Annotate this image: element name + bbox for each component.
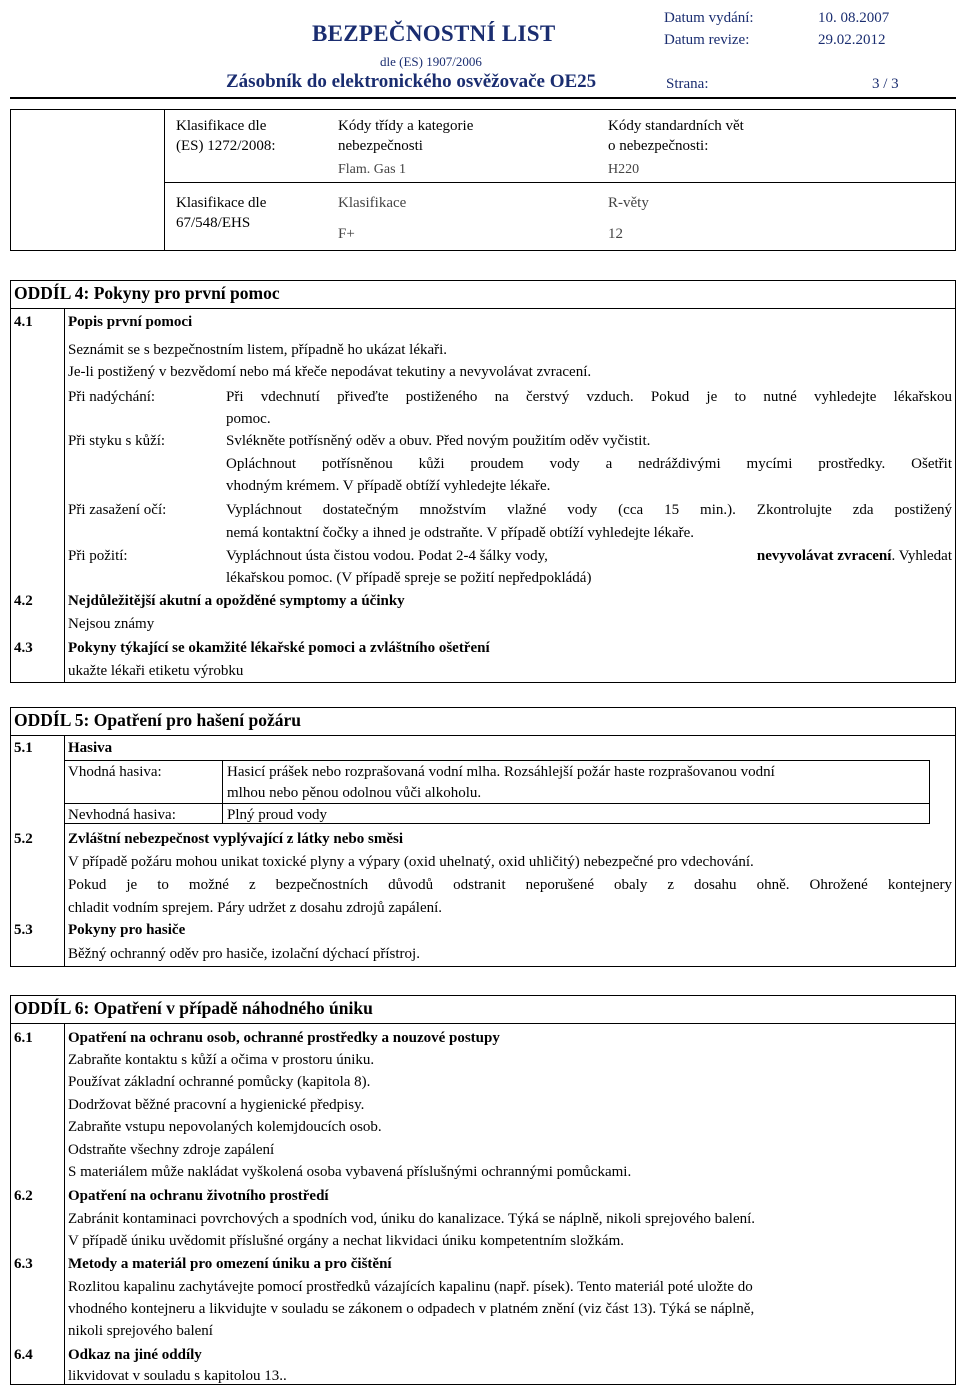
section-6-number-column [64,1023,65,1385]
classification-label-ehs: Klasifikace dle 67/548/EHS [176,195,267,231]
revision-date: 29.02.2012 [818,32,886,48]
section-5-2-text-2: Pokud je to možné z bezpečnostních důvodů odstranit neporušené obaly z dosahu ohně. Ohrožené kontejnery [68,877,952,893]
section-5-3-text: Běžný ochranný oděv pro hasiče, izolační dýchací přístroj. [68,946,420,962]
section-5-2-title: Zvláštní nebezpečnost vyplývající z látky nebo směsi [68,831,404,847]
section-4-1-number: 4.1 [14,314,33,330]
skin-contact-label: Při styku s kůží: [68,433,166,449]
unsuitable-media-label: Nevhodná hasiva: [68,807,176,823]
section-6-1-text-2: Používat základní ochranné pomůcky (kapitola 8). [68,1074,371,1090]
section-6-2-title: Opatření na ochranu životního prostředí [68,1188,329,1204]
classification-table-border [10,109,956,251]
table-row-separator [164,182,956,183]
skin-contact-text-3: vhodným krémem. V případě obtíží vyhledejte lékaře. [226,478,551,494]
extinguishing-col-separator [222,760,223,824]
section-6-3-text-3: nikoli sprejového balení [68,1323,213,1339]
section-6-1-text-5: Odstraňte všechny zdroje zapálení [68,1142,275,1158]
section-6-4-number: 6.4 [14,1347,33,1363]
document-title: BEZPEČNOSTNÍ LIST [312,21,556,46]
revision-date-label: Datum revize: [664,32,750,48]
section-4-2-number: 4.2 [14,593,33,609]
r-phrases-value: 12 [608,226,623,242]
section-6-4-title: Odkaz na jiné oddíly [68,1347,202,1363]
unsuitable-media-value: Plný proud vody [227,807,328,823]
section-4-title: ODDÍL 4: Pokyny pro první pomoc [14,283,280,303]
eye-contact-label: Při zasažení očí: [68,502,167,518]
ingestion-text-1: Vypláchnout ústa čistou vodou. Podat 2-4 šálky vody, nevyvolávat zvracení. Vyhledat [226,548,952,564]
table-col-separator [164,109,165,251]
section-5-2-number: 5.2 [14,831,33,847]
classification-value: F+ [338,226,355,242]
skin-contact-text-1: Svlékněte potřísněný oděv a obuv. Před novým použitím oděv vyčistit. [226,433,651,449]
suitable-media-text-1: Hasicí prášek nebo rozprašovaná vodní mlha. Rozsáhlejší požár haste rozprašovanou vodní [227,764,775,780]
page-label: Strana: [666,76,709,92]
product-name: Zásobník do elektronického osvěžovače OE25 [226,71,597,92]
section-6-1-text-6: S materiálem může nakládat vyškolená osoba vybavená příslušnými ochrannými pomůckami. [68,1164,632,1180]
section-6-1-number: 6.1 [14,1030,33,1046]
hazard-class-header: Kódy třídy a kategorie nebezpečnosti [338,118,474,154]
classification-label-es: Klasifikace dle (ES) 1272/2008: [176,118,276,154]
hazard-class-value: Flam. Gas 1 [338,162,407,177]
section-6-3-title: Metody a materiál pro omezení úniku a pro čištění [68,1256,392,1272]
ingestion-label: Při požití: [68,548,128,564]
eye-contact-text-1: Vypláchnout dostatečným množstvím vlažné vody (cca 15 min.). Zkontrolujte zda postižený [226,502,952,518]
section-5-1-number: 5.1 [14,740,33,756]
section-5-3-title: Pokyny pro hasiče [68,922,186,938]
section-6-title-underline [10,1023,956,1024]
section-6-title: ODDÍL 6: Opatření v případě náhodného úniku [14,998,373,1018]
section-5-2-text-1: V případě požáru mohou unikat toxické plyny a výpary (oxid uhelnatý, oxid uhličitý) nebezpečné pro vdechování. [68,854,754,870]
issue-date: 10. 08.2007 [818,10,890,26]
section-4-3-title: Pokyny týkající se okamžité lékařské pomoci a zvláštního ošetření [68,640,490,656]
section-4-1-title: Popis první pomoci [68,314,193,330]
section-6-3-number: 6.3 [14,1256,33,1272]
extinguishing-row-separator [64,803,930,804]
header-divider [10,97,956,99]
section-6-3-text-2: vhodného kontejneru a likvidujte v souladu se zákonem o odpadech v platném znění (viz část 13). Týká se náplně, [68,1301,755,1317]
section-6-2-number: 6.2 [14,1188,33,1204]
section-5-1-title: Hasiva [68,740,113,756]
section-4-title-underline [10,308,956,309]
regulation-reference: dle (ES) 1907/2006 [380,54,482,69]
section-4-number-column [64,308,65,683]
section-5-title-underline [10,735,956,736]
issue-date-label: Datum vydání: [664,10,754,26]
ingestion-text-2: lékařskou pomoc. (V případě spreje se požití nepředpokládá) [226,570,592,586]
section-6-2-text-1: Zabránit kontaminaci povrchových a spodních vod, úniku do kanalizace. Týká se náplně, nikoli sprejového balení. [68,1211,756,1227]
section-5-2-text-3: chladit vodním sprejem. Páry udržet z dosahu zdrojů zapálení. [68,900,443,916]
section-6-3-text-1: Rozlitou kapalinu zachytávejte pomocí prostředků vázajících kapalinu (např. písek). Tento materiál poté uložte do [68,1279,753,1295]
section-4-3-number: 4.3 [14,640,33,656]
eye-contact-text-2: nemá kontaktní čočky a ihned je odstraňte. V případě obtíží vyhledejte lékaře. [226,525,695,541]
inhalation-label: Při nadýchání: [68,389,156,405]
section-4-3-text: ukažte lékaři etiketu výrobku [68,663,244,679]
section-4-2-text: Nejsou známy [68,616,155,632]
section-6-1-text-1: Zabraňte kontaktu s kůží a očima v prostoru úniku. [68,1052,375,1068]
suitable-media-text-2: mlhou nebo pěnou odolnou vůči alkoholu. [227,785,482,801]
hazard-statement-header: Kódy standardních vět o nebezpečnosti: [608,118,744,154]
section-4-2-title: Nejdůležitější akutní a opožděné symptomy a účinky [68,593,405,609]
section-6-4-text: likvidovat v souladu s kapitolou 13.. [68,1368,287,1384]
section-5-3-number: 5.3 [14,922,33,938]
section-6-2-text-2: V případě úniku uvědomit příslušné orgány a nechat likvidaci úniku kompetentním složkám. [68,1233,625,1249]
suitable-media-label: Vhodná hasiva: [68,764,162,780]
page-number: 3 / 3 [872,76,899,92]
skin-contact-text-2: Opláchnout potřísněnou kůži proudem vody a nedráždivými mycími prostředky. Ošetřit [226,456,952,472]
section-6-1-text-4: Zabraňte vstupu nepovolaných kolemjdoucích osob. [68,1119,382,1135]
inhalation-text-2: pomoc. [226,411,271,427]
section-6-1-title: Opatření na ochranu osob, ochranné prostředky a nouzové postupy [68,1030,500,1046]
section-6-1-text-3: Dodržovat běžné pracovní a hygienické předpisy. [68,1097,365,1113]
hazard-statement-value: H220 [608,162,640,177]
r-phrases-header: R-věty [608,195,649,211]
first-aid-intro-2: Je-li postižený v bezvědomí nebo má křeče nepodávat tekutiny a nevyvolávat zvracení. [68,364,592,380]
first-aid-intro-1: Seznámit se s bezpečnostním listem, případně ho ukázat lékaři. [68,342,448,358]
classification-header: Klasifikace [338,195,407,211]
section-5-title: ODDÍL 5: Opatření pro hašení požáru [14,710,301,730]
inhalation-text-1: Při vdechnutí přiveďte postiženého na čerstvý vzduch. Pokud je to nutné vyhledejte lékařskou [226,389,952,405]
